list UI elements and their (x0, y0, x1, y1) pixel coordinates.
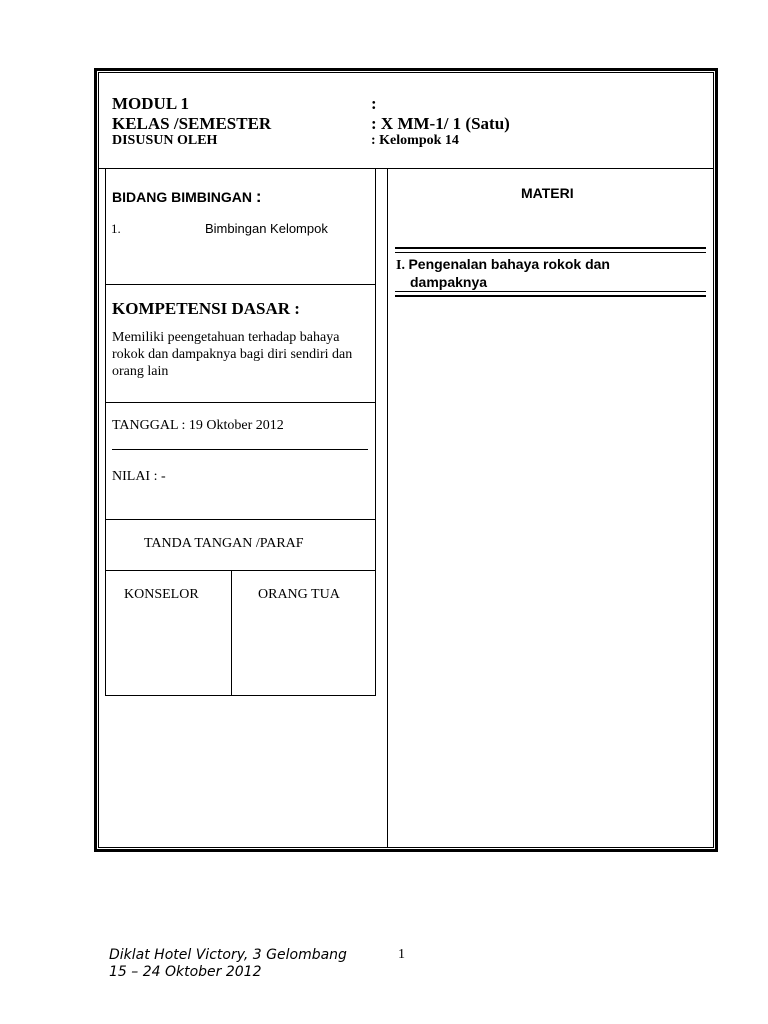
modul-colon: : (371, 94, 377, 113)
signature-divider (231, 570, 232, 696)
materi-top-rule-2 (395, 252, 706, 253)
konselor-label: KONSELOR (124, 587, 199, 602)
nilai-divider (105, 519, 375, 520)
materi-bottom-rule-1 (395, 291, 706, 292)
bidang-item-number: 1. (111, 221, 121, 236)
materi-item-line1: Pengenalan bahaya rokok dan (408, 256, 610, 272)
materi-column-border (387, 168, 388, 848)
header-divider (98, 168, 714, 169)
bidang-title (112, 187, 262, 207)
kompetensi-divider (105, 402, 375, 403)
bidang-title-text: BIDANG BIMBINGAN (112, 189, 252, 205)
materi-item-number: I. (396, 258, 405, 273)
disusun-value: : Kelompok 14 (371, 133, 459, 148)
footer-line2: 15 – 24 Oktober 2012 (109, 964, 262, 980)
kompetensi-title: KOMPETENSI DASAR : (112, 299, 300, 318)
tanggal-text: TANGGAL : 19 Oktober 2012 (112, 418, 284, 433)
tanda-tangan-title: TANDA TANGAN /PARAF (144, 536, 304, 551)
orang-tua-label: ORANG TUA (258, 587, 340, 602)
kelas-value: : X MM-1/ 1 (Satu) (371, 114, 510, 133)
tanggal-underline (112, 449, 368, 450)
nilai-text: NILAI : - (112, 469, 166, 484)
modul-label: MODUL 1 (112, 94, 189, 113)
materi-top-rule-1 (395, 247, 706, 249)
footer-line1: Diklat Hotel Victory, 3 Gelombang (109, 947, 347, 963)
bidang-item-text: Bimbingan Kelompok (205, 221, 328, 236)
bidang-divider (105, 284, 375, 285)
kelas-label: KELAS /SEMESTER (112, 114, 272, 133)
materi-bottom-rule-2 (395, 295, 706, 297)
kompetensi-text: Memiliki peengetahuan terhadap bahaya rokok dan dampaknya bagi diri sendiri dan orang lain (112, 330, 353, 379)
bidang-colon: : (255, 187, 262, 206)
materi-title: MATERI (521, 185, 574, 201)
materi-item (396, 256, 610, 292)
page-number: 1 (398, 947, 405, 962)
materi-item-line2: dampaknya (410, 274, 488, 290)
disusun-label: DISUSUN OLEH (112, 133, 218, 148)
